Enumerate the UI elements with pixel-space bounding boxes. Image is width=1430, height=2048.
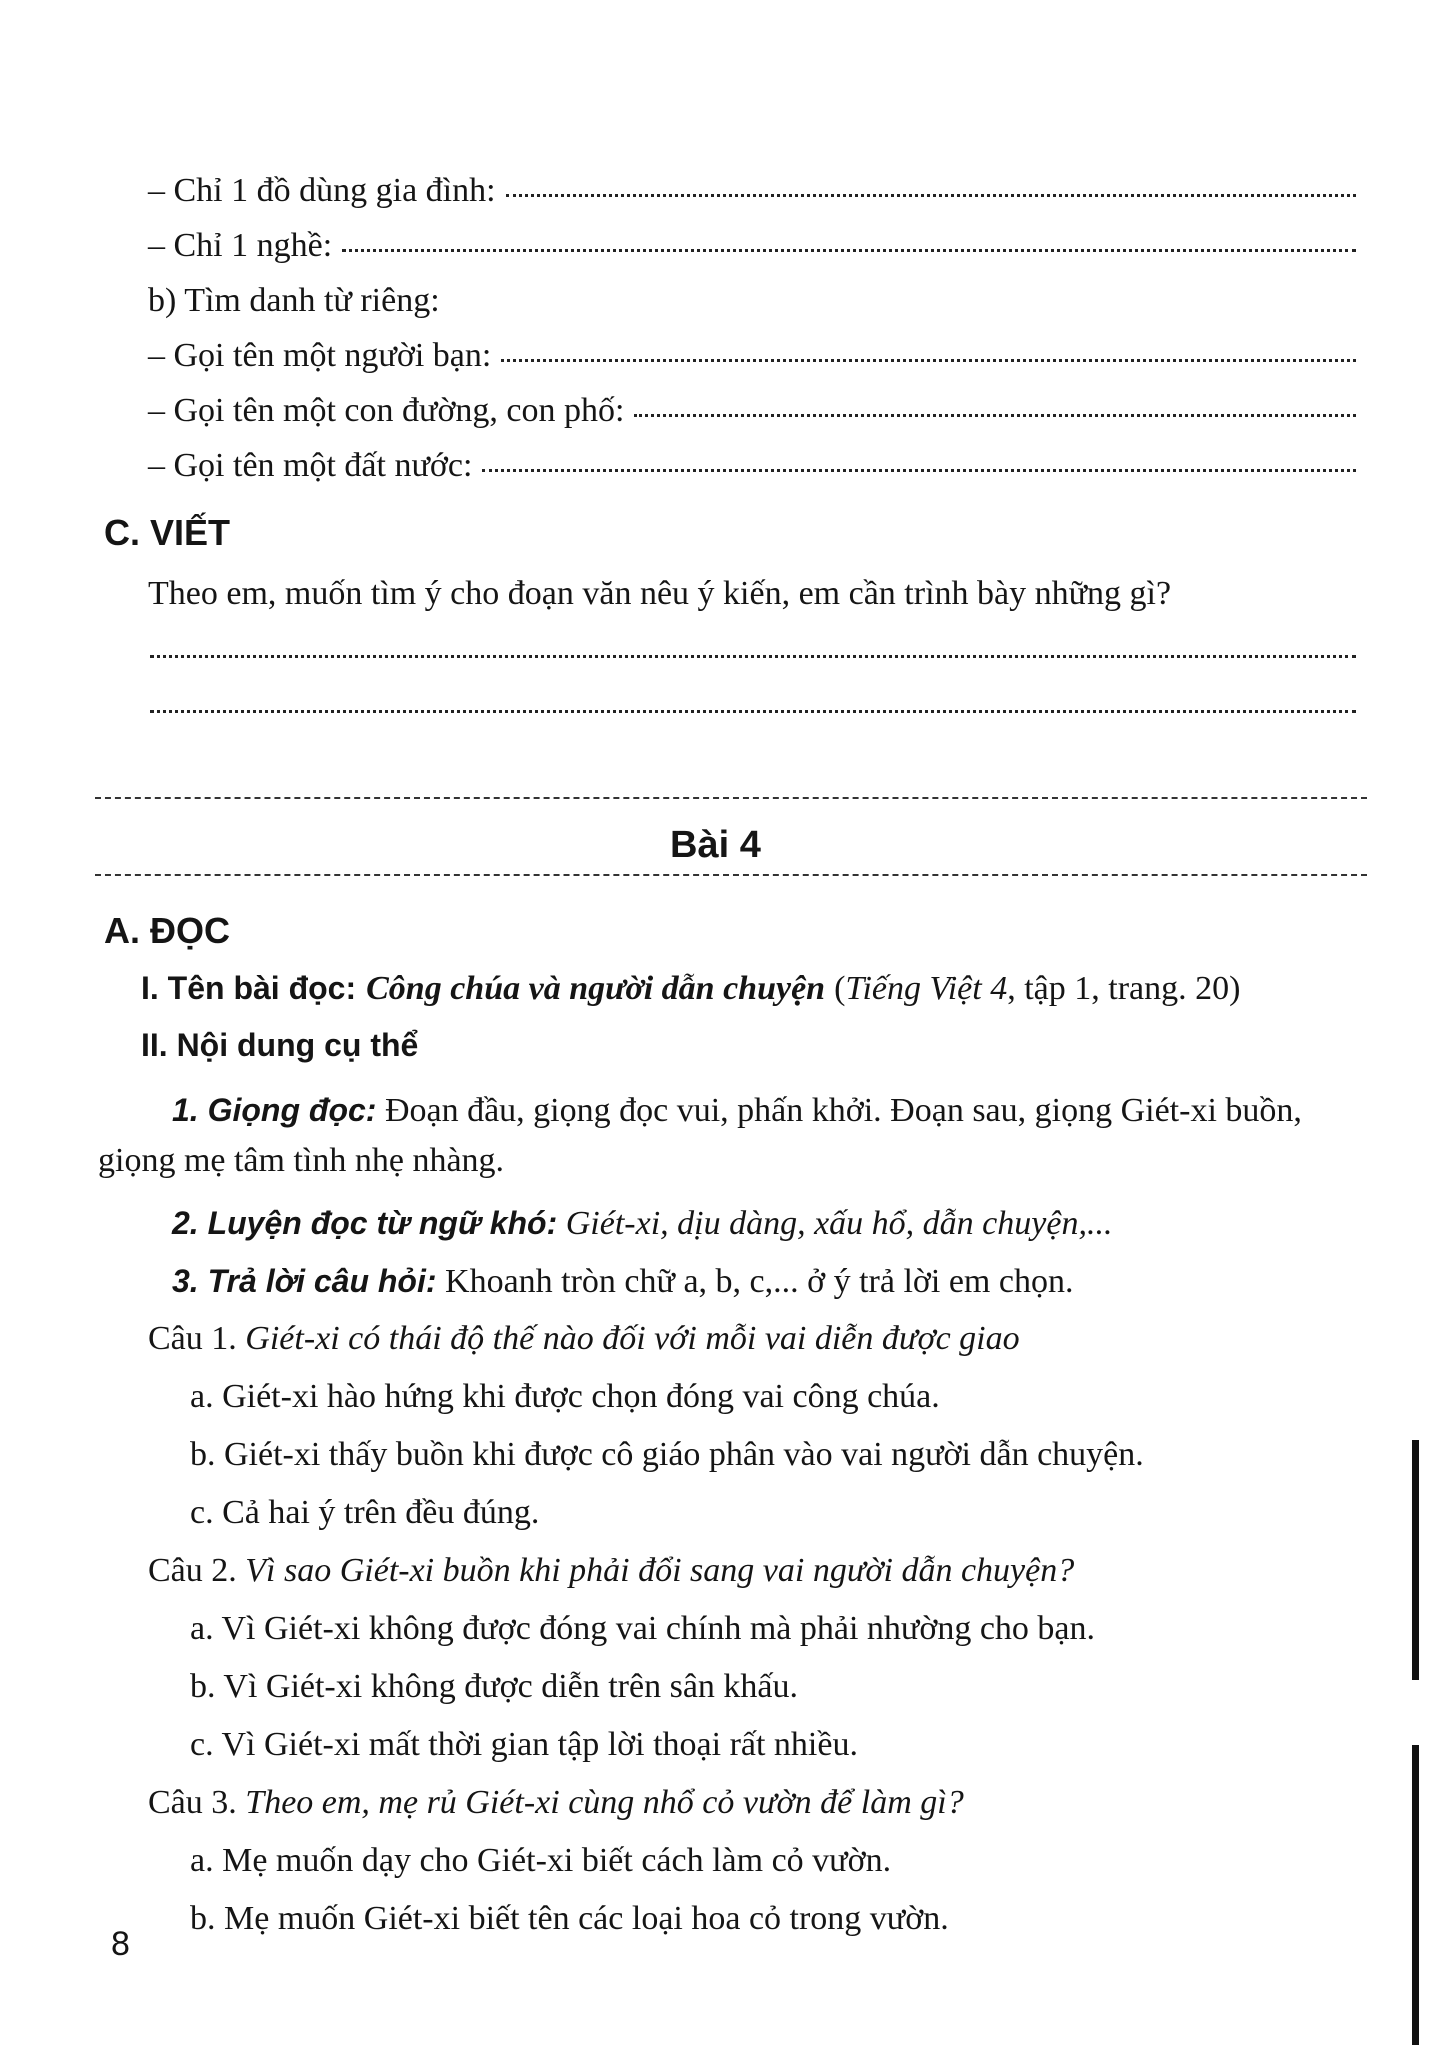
answer-dotted-line — [482, 469, 1356, 472]
question-1-option-c[interactable]: c. Cả hai ý trên đều đúng. — [190, 1494, 540, 1531]
proper-nouns-prompt: b) Tìm danh từ riêng: — [148, 282, 440, 319]
question-1 — [148, 1320, 1020, 1358]
job-prompt: – Chỉ 1 nghề: — [148, 227, 333, 264]
binding-edge-lower — [1412, 1745, 1419, 2045]
question-3-option-a[interactable]: a. Mẹ muốn dạy cho Giét-xi biết cách làm cỏ vườn. — [190, 1842, 892, 1879]
country-name-prompt: – Gọi tên một đất nước: — [148, 447, 473, 484]
title-bottom-divider — [95, 874, 1367, 876]
answer-dotted-line — [342, 249, 1356, 252]
reading-source-rest: , tập 1, trang. 20) — [1007, 970, 1241, 1007]
friend-name-prompt: – Gọi tên một người bạn: — [148, 337, 492, 374]
answer-dotted-line — [501, 359, 1356, 362]
question-text: Vì sao Giét-xi buồn khi phải đổi sang vai người dẫn chuyện? — [245, 1552, 1075, 1589]
reading-title: Công chúa và người dẫn chuyện — [366, 970, 826, 1007]
reading-source-book: Tiếng Việt 4 — [845, 970, 1008, 1007]
answer-dotted-line — [150, 710, 1356, 713]
section-c-heading: C. VIẾT — [104, 512, 231, 553]
household-item-prompt: – Chỉ 1 đồ dùng gia đình: — [148, 172, 496, 209]
question-label: Câu 3. — [148, 1784, 246, 1821]
content-heading: II. Nội dung cụ thể — [141, 1027, 419, 1063]
page-number: 8 — [111, 1925, 130, 1963]
fill-line-street-name — [148, 392, 1356, 430]
section-c-question: Theo em, muốn tìm ý cho đoạn văn nêu ý kiến, em cần trình bày những gì? — [148, 575, 1172, 612]
question-1-option-b[interactable]: b. Giét-xi thấy buồn khi được cô giáo phân vào vai người dẫn chuyện. — [190, 1436, 1144, 1473]
reading-title-label: I. Tên bài đọc: — [141, 970, 357, 1006]
hard-words-line — [172, 1205, 1112, 1243]
voice-text: Đoạn đầu, giọng đọc vui, phấn khởi. Đoạn sau, giọng Giét-xi buồn, giọng mẹ tâm tình nhẹ nhàng. — [98, 1092, 1302, 1179]
voice-paragraph — [98, 1085, 1303, 1186]
question-label: Câu 1. — [148, 1320, 246, 1357]
question-label: Câu 2. — [148, 1552, 246, 1589]
answer-instruction-label: 3. Trả lời câu hỏi: — [172, 1263, 437, 1299]
answer-dotted-line — [506, 194, 1356, 197]
fill-line-job — [148, 227, 1356, 265]
fill-line-household-item — [148, 172, 1356, 210]
section-a-heading: A. ĐỌC — [104, 910, 230, 951]
fill-line-country-name — [148, 447, 1356, 485]
question-3 — [148, 1784, 964, 1822]
question-3-option-b[interactable]: b. Mẹ muốn Giét-xi biết tên các loại hoa cỏ trong vườn. — [190, 1900, 949, 1937]
fill-line-friend-name — [148, 337, 1356, 375]
question-text: Giét-xi có thái độ thế nào đối với mỗi vai diễn được giao — [245, 1320, 1020, 1357]
answer-dotted-line — [150, 655, 1356, 658]
question-2 — [148, 1552, 1074, 1590]
hard-words-label: 2. Luyện đọc từ ngữ khó: — [172, 1205, 558, 1241]
answer-instruction: Khoanh tròn chữ a, b, c,... ở ý trả lời em chọn. — [436, 1263, 1074, 1300]
title-top-divider — [95, 797, 1367, 799]
answer-dotted-line — [634, 414, 1356, 417]
hard-words: Giét-xi, dịu dàng, xấu hổ, dẫn chuyện,... — [557, 1205, 1113, 1242]
reading-title-line — [141, 970, 1240, 1008]
question-1-option-a[interactable]: a. Giét-xi hào hứng khi được chọn đóng vai công chúa. — [190, 1378, 940, 1415]
street-name-prompt: – Gọi tên một con đường, con phố: — [148, 392, 625, 429]
question-text: Theo em, mẹ rủ Giét-xi cùng nhổ cỏ vườn để làm gì? — [245, 1784, 964, 1821]
question-2-option-a[interactable]: a. Vì Giét-xi không được đóng vai chính mà phải nhường cho bạn. — [190, 1610, 1096, 1647]
voice-label: 1. Giọng đọc: — [172, 1092, 377, 1128]
question-2-option-b[interactable]: b. Vì Giét-xi không được diễn trên sân khấu. — [190, 1668, 798, 1705]
lesson-title: Bài 4 — [670, 824, 761, 866]
question-2-option-c[interactable]: c. Vì Giét-xi mất thời gian tập lời thoại rất nhiều. — [190, 1726, 858, 1763]
answer-instruction-line — [172, 1263, 1073, 1301]
reading-source-open: ( — [834, 970, 846, 1007]
binding-edge-upper — [1412, 1440, 1419, 1680]
